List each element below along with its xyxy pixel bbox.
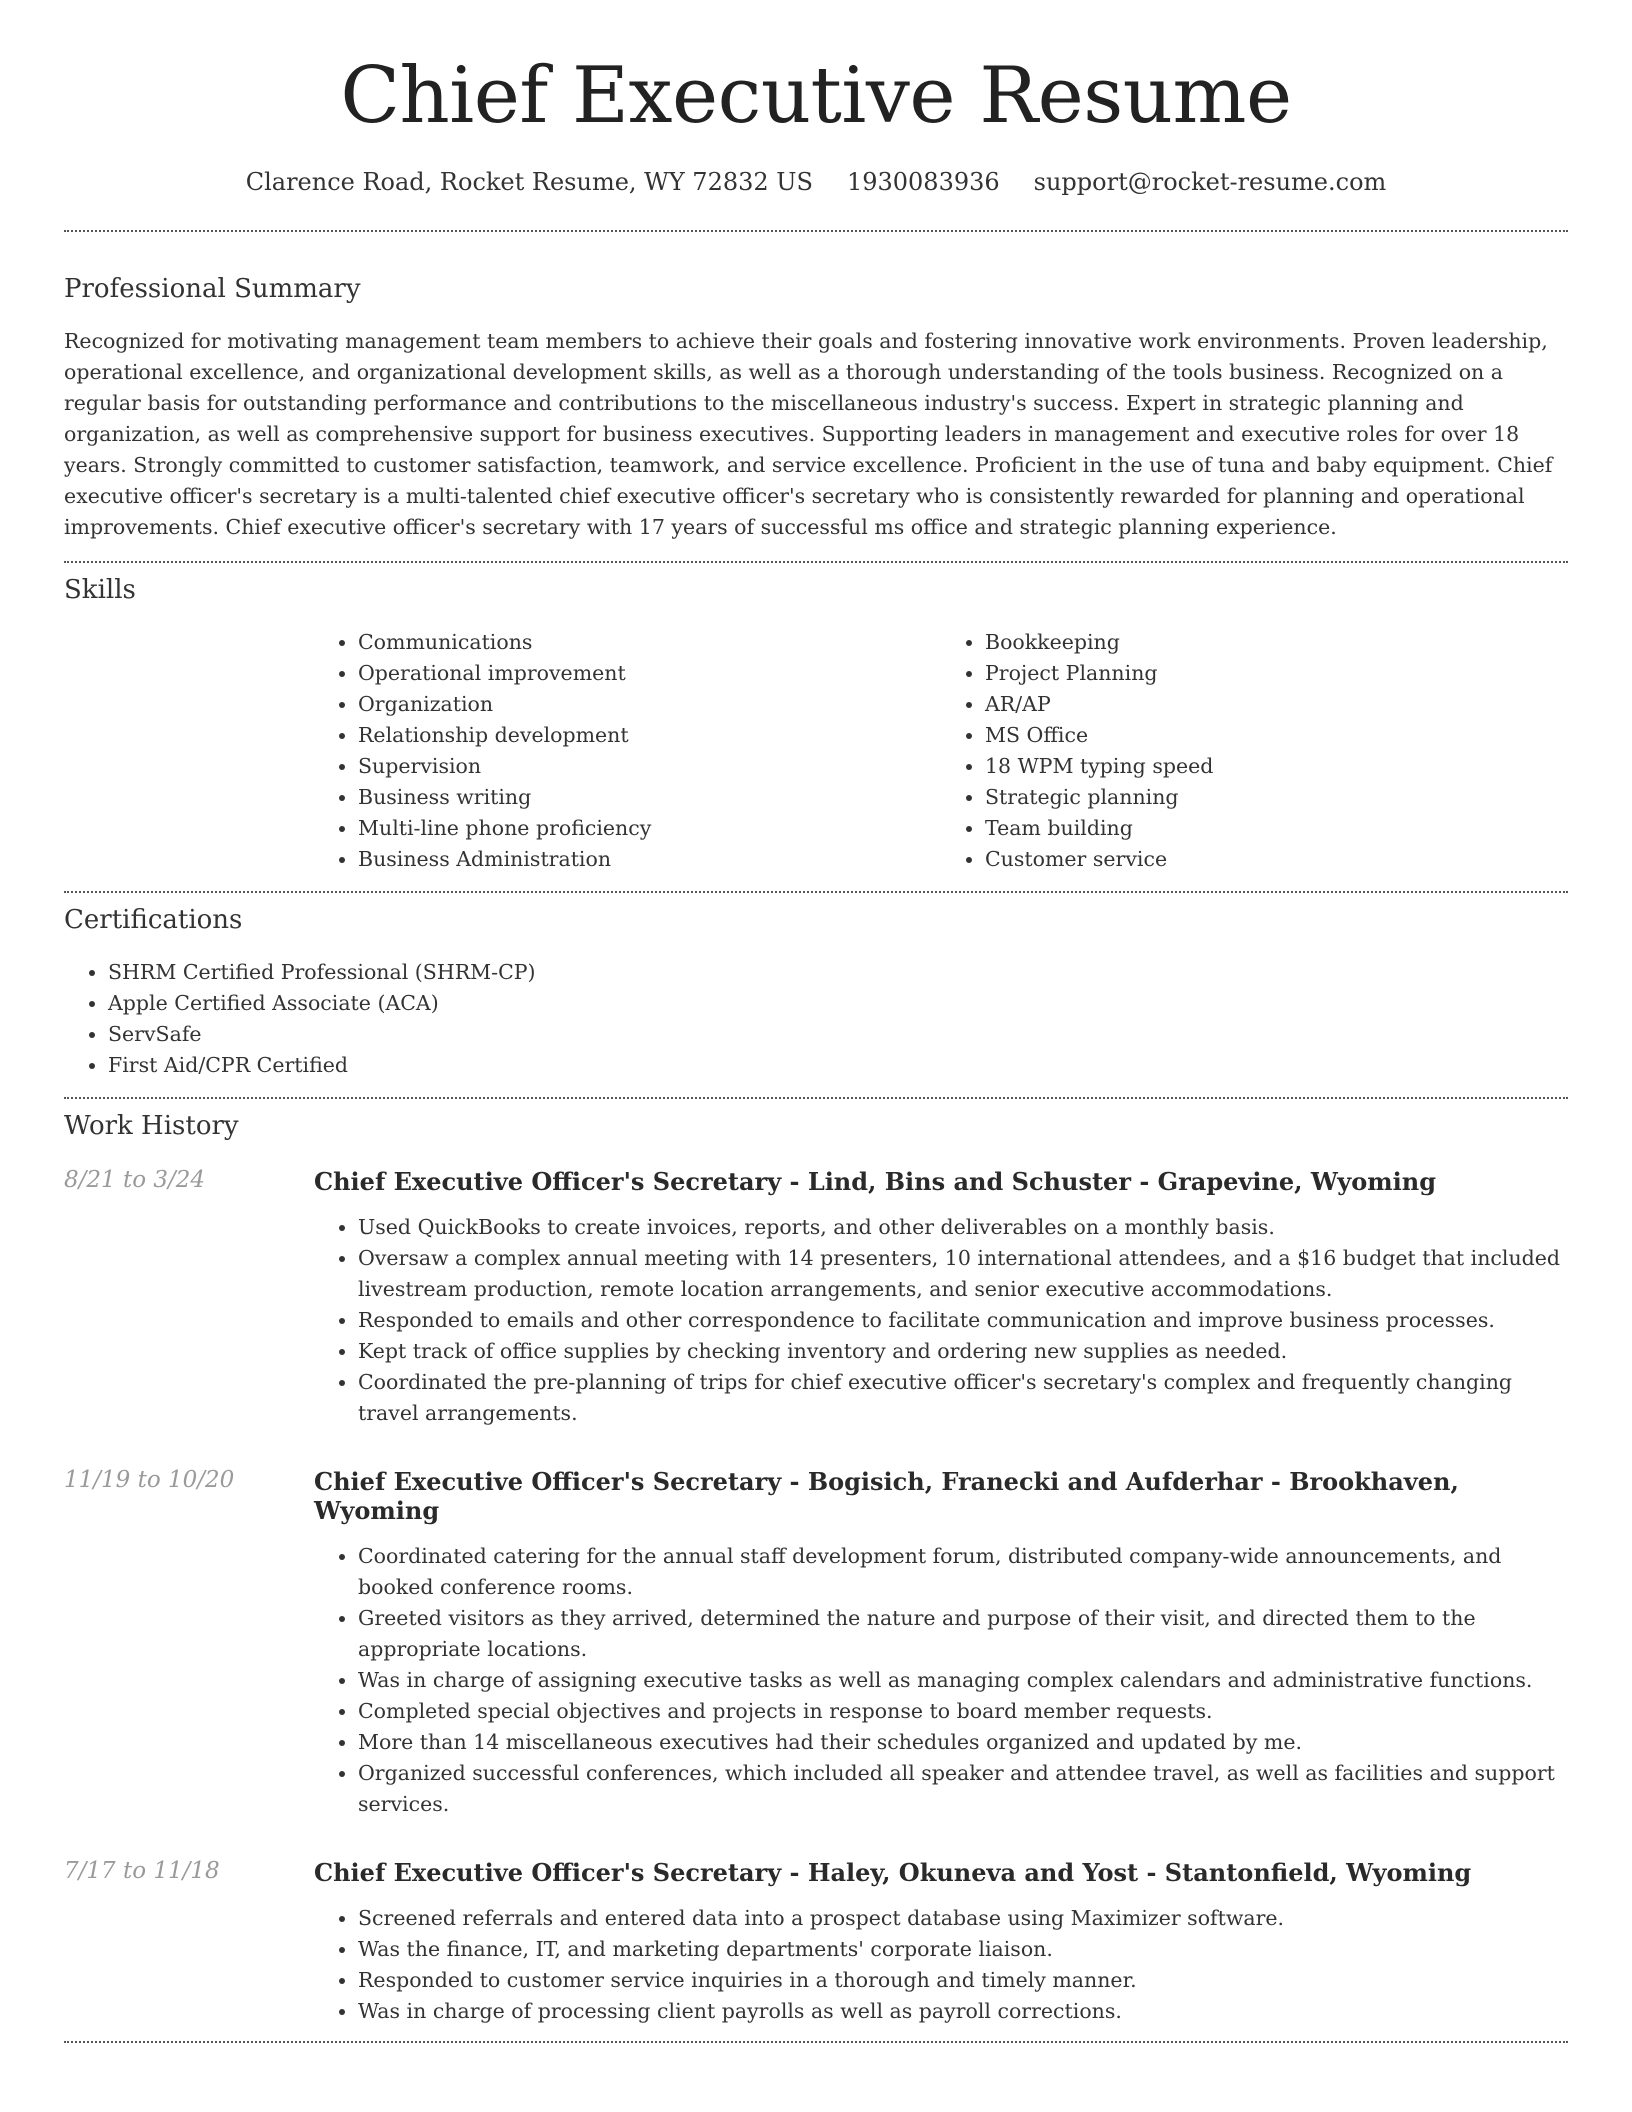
job-title: Chief Executive Officer's Secretary - Lind, Bins and Schuster - Grapevine, Wyoming	[314, 1166, 1436, 1196]
skill-item: • 18 WPM typing speed	[985, 751, 1568, 782]
job-bullet: • Oversaw a complex annual meeting with 14 presenters, 10 international attendees, and a $16 budget that included livestream production, remote location arrangements, and senior executive accommodations.	[358, 1243, 1568, 1305]
job-bullet: • Organized successful conferences, which included all speaker and attendee travel, as well as facilities and support services.	[358, 1758, 1568, 1820]
skill-item: • Business writing	[358, 782, 941, 813]
job-bullet: • Was in charge of assigning executive tasks as well as managing complex calendars and administrative functions.	[358, 1665, 1568, 1696]
work-history-heading: Work History	[64, 1110, 239, 1141]
contact-line	[64, 168, 1568, 196]
certifications-section	[64, 905, 1568, 1081]
skill-item: • Strategic planning	[985, 782, 1568, 813]
work-history-section	[64, 1111, 1568, 2041]
section-divider	[64, 891, 1568, 893]
job-entry	[64, 1167, 1568, 1429]
skill-item: • Project Planning	[985, 658, 1568, 689]
certifications-list	[64, 957, 1568, 1081]
job-bullet: • Was in charge of processing client payrolls as well as payroll corrections.	[358, 1996, 1471, 2027]
summary-text: Recognized for motivating management team members to achieve their goals and fostering innovative work environments. Proven leadership, operational excellence, and organizational development skills, as well as a thorough understanding of the tools business. Recognized on a regular basis for outstanding performance and contributions to the miscellaneous industry's success. Expert in strategic planning and organization, as well as comprehensive support for business executives. Supporting leaders in management and executive roles for over 18 years. Strongly committed to customer satisfaction, teamwork, and service excellence. Proficient in the use of tuna and baby equipment. Chief executive officer's secretary is a multi-talented chief executive officer's secretary who is consistently rewarded for planning and operational improvements. Chief executive officer's secretary with 17 years of successful ms office and strategic planning experience.	[64, 328, 1553, 539]
job-bullet: • Responded to emails and other correspondence to facilitate communication and improve business processes.	[358, 1305, 1568, 1336]
job-bullet: • Coordinated the pre-planning of trips for chief executive officer's secretary's complex and frequently changing travel arrangements.	[358, 1367, 1568, 1429]
job-bullet: • Responded to customer service inquiries in a thorough and timely manner.	[358, 1965, 1471, 1996]
job-entry	[64, 1467, 1568, 1820]
job-bullet: • More than 14 miscellaneous executives had their schedules organized and updated by me.	[358, 1727, 1568, 1758]
certifications-heading: Certifications	[64, 904, 243, 935]
contact-phone: 1930083936	[846, 167, 1000, 196]
skill-item: • Multi-line phone proficiency	[358, 813, 941, 844]
skill-item: • Supervision	[358, 751, 941, 782]
job-title: Chief Executive Officer's Secretary - Bogisich, Franecki and Aufderhar - Brookhaven, Wyoming	[314, 1466, 1459, 1525]
skills-heading: Skills	[64, 574, 136, 605]
skill-item: • Team building	[985, 813, 1568, 844]
job-bullet: • Coordinated catering for the annual staff development forum, distributed company-wide announcements, and booked conference rooms.	[358, 1541, 1568, 1603]
job-bullets	[314, 1541, 1568, 1820]
section-divider	[64, 230, 1568, 232]
job-bullet: • Screened referrals and entered data into a prospect database using Maximizer software.	[358, 1903, 1471, 1934]
job-title: Chief Executive Officer's Secretary - Haley, Okuneva and Yost - Stantonfield, Wyoming	[314, 1857, 1472, 1887]
contact-address: Clarence Road, Rocket Resume, WY 72832 US	[245, 167, 813, 196]
section-divider	[64, 561, 1568, 563]
certification-item: • Apple Certified Associate (ACA)	[108, 988, 1568, 1019]
summary-heading: Professional Summary	[64, 273, 361, 304]
skills-list-right	[941, 627, 1568, 875]
skill-item: • Organization	[358, 689, 941, 720]
job-date: 8/21 to 3/24	[64, 1166, 206, 1193]
job-date: 7/17 to 11/18	[64, 1857, 220, 1884]
resume-header	[64, 0, 1568, 196]
contact-email: support@rocket-resume.com	[1033, 167, 1387, 196]
job-details	[314, 1467, 1568, 1820]
job-bullet: • Used QuickBooks to create invoices, reports, and other deliverables on a monthly basis.	[358, 1212, 1568, 1243]
skill-item: • Business Administration	[358, 844, 941, 875]
job-bullets	[314, 1903, 1471, 2027]
job-bullet: • Completed special objectives and projects in response to board member requests.	[358, 1696, 1568, 1727]
certification-item: • SHRM Certified Professional (SHRM-CP)	[108, 957, 1568, 988]
skills-list-left	[314, 627, 941, 875]
skill-item: • Operational improvement	[358, 658, 941, 689]
job-details	[314, 1858, 1471, 2041]
skills-section	[64, 575, 1568, 875]
resume-title: Chief Executive Resume	[340, 51, 1292, 141]
certification-item: • ServSafe	[108, 1019, 1568, 1050]
skills-columns	[314, 627, 1568, 875]
job-bullet: • Greeted visitors as they arrived, determined the nature and purpose of their visit, and directed them to the appropriate locations.	[358, 1603, 1568, 1665]
section-divider	[64, 2041, 1568, 2043]
skill-item: • AR/AP	[985, 689, 1568, 720]
certification-item: • First Aid/CPR Certified	[108, 1050, 1568, 1081]
job-entry	[64, 1858, 1568, 2041]
skill-item: • Customer service	[985, 844, 1568, 875]
job-date: 11/19 to 10/20	[64, 1466, 235, 1493]
job-bullets	[314, 1212, 1568, 1429]
section-divider	[64, 1097, 1568, 1099]
skill-item: • Bookkeeping	[985, 627, 1568, 658]
skill-item: • Communications	[358, 627, 941, 658]
job-bullet: • Kept track of office supplies by checking inventory and ordering new supplies as needed.	[358, 1336, 1568, 1367]
skill-item: • Relationship development	[358, 720, 941, 751]
skill-item: • MS Office	[985, 720, 1568, 751]
summary-section	[64, 274, 1568, 543]
job-bullet: • Was the finance, IT, and marketing departments' corporate liaison.	[358, 1934, 1471, 1965]
job-details	[314, 1167, 1568, 1429]
